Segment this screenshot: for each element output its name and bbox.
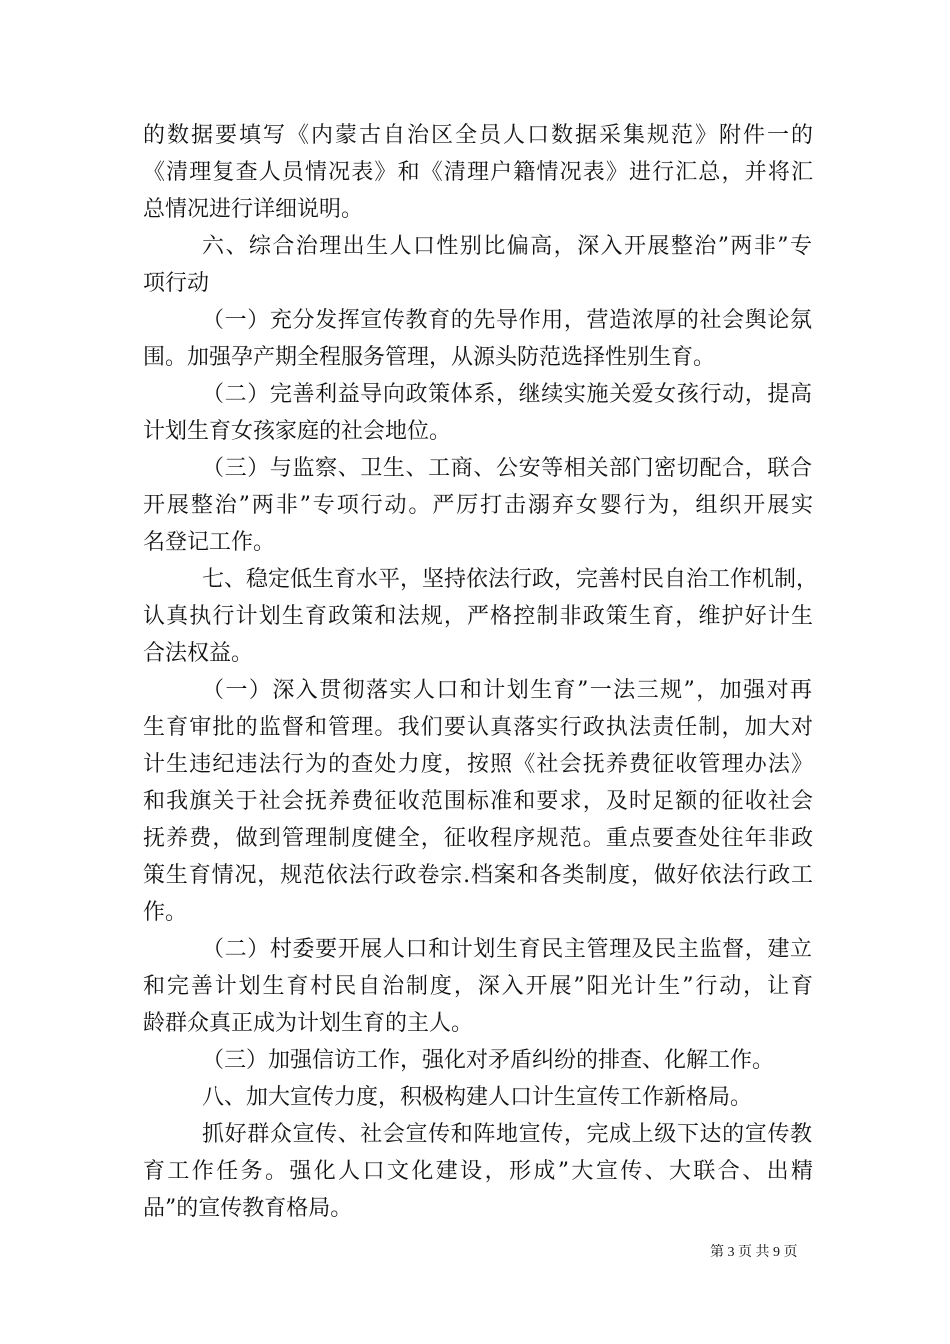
text-line: 开展整治”两非”专项行动。严厉打击溺弃女婴行为，组织开展实 bbox=[143, 493, 813, 518]
text-line: 策生育情况，规范依法行政卷宗.档案和各类制度，做好依法行政工 bbox=[143, 863, 813, 888]
text-line: （二）村委要开展人口和计划生育民主管理及民主监督，建立 bbox=[202, 937, 812, 962]
text-line: 育工作任务。强化人口文化建设，形成”大宣传、大联合、出精 bbox=[143, 1159, 813, 1184]
text-line: （一）深入贯彻落实人口和计划生育”一法三规”，加强对再 bbox=[202, 678, 812, 703]
text-line: 《清理复查人员情况表》和《清理户籍情况表》进行汇总，并将汇 bbox=[143, 160, 813, 185]
text-line: 计生违纪违法行为的查处力度，按照《社会抚养费征收管理办法》 bbox=[143, 752, 813, 777]
text-line: 龄群众真正成为计划生育的主人。 bbox=[143, 1011, 474, 1036]
page-number-footer: 第 3 页 共 9 页 bbox=[710, 1245, 798, 1260]
text-line: 抓好群众宣传、社会宣传和阵地宣传，完成上级下达的宣传教 bbox=[202, 1122, 812, 1147]
section-heading-line: 八、加大宣传力度，积极构建人口计生宣传工作新格局。 bbox=[202, 1085, 753, 1110]
text-line: 计划生育女孩家庭的社会地位。 bbox=[143, 419, 452, 444]
text-line: 围。加强孕产期全程服务管理，从源头防范选择性别生育。 bbox=[143, 345, 716, 370]
text-line: 抚养费，做到管理制度健全，征收程序规范。重点要查处往年非政 bbox=[143, 826, 813, 851]
text-line: （三）与监察、卫生、工商、公安等相关部门密切配合，联合 bbox=[202, 456, 812, 481]
text-line: 和完善计划生育村民自治制度，深入开展”阳光计生”行动，让育 bbox=[143, 974, 813, 999]
section-heading-line: 项行动 bbox=[143, 271, 210, 296]
text-line: （一）充分发挥宣传教育的先导作用，营造浓厚的社会舆论氛 bbox=[202, 308, 812, 333]
text-line: 的数据要填写《内蒙古自治区全员人口数据采集规范》附件一的 bbox=[143, 123, 813, 148]
section-heading-line: 七、稳定低生育水平，坚持依法行政，完善村民自治工作机制， bbox=[202, 567, 819, 592]
text-line: （二）完善利益导向政策体系，继续实施关爱女孩行动，提高 bbox=[202, 382, 812, 407]
text-line: 生育审批的监督和管理。我们要认真落实行政执法责任制，加大对 bbox=[143, 715, 813, 740]
text-line: 名登记工作。 bbox=[143, 530, 276, 555]
text-line: 和我旗关于社会抚养费征收范围标准和要求，及时足额的征收社会 bbox=[143, 789, 813, 814]
section-heading-line: 六、综合治理出生人口性别比偏高，深入开展整治”两非”专 bbox=[202, 234, 812, 259]
text-line: 认真执行计划生育政策和法规，严格控制非政策生育，维护好计生 bbox=[143, 604, 813, 629]
text-line: 总情况进行详细说明。 bbox=[143, 197, 364, 222]
text-line: 作。 bbox=[143, 900, 188, 925]
text-line: 品”的宣传教育格局。 bbox=[143, 1196, 353, 1221]
text-line: （三）加强信访工作，强化对矛盾纠纷的排查、化解工作。 bbox=[202, 1048, 775, 1073]
text-line: 合法权益。 bbox=[143, 641, 254, 666]
